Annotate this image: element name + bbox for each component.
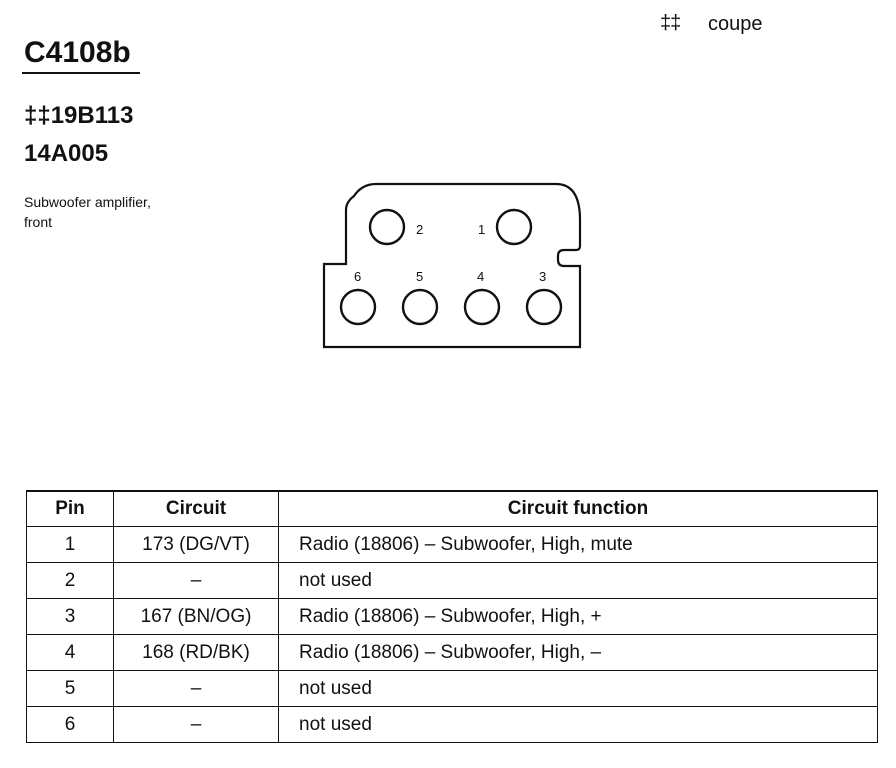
title-underline — [22, 72, 140, 74]
connector-id-title: C4108b — [24, 36, 131, 69]
cell-circuit-function: Radio (18806) – Subwoofer, High, mute — [279, 527, 878, 563]
cell-pin: 4 — [27, 635, 114, 671]
pin-3-socket — [527, 290, 561, 324]
cell-circuit: – — [114, 563, 279, 599]
cell-circuit-function: Radio (18806) – Subwoofer, High, + — [279, 599, 878, 635]
pin-2-socket — [370, 210, 404, 244]
cell-circuit: 168 (RD/BK) — [114, 635, 279, 671]
pin-1-socket — [497, 210, 531, 244]
cell-pin: 5 — [27, 671, 114, 707]
cell-circuit: – — [114, 671, 279, 707]
cell-pin: 6 — [27, 707, 114, 743]
description-line-1: Subwoofer amplifier, — [24, 194, 151, 210]
table-row — [27, 599, 878, 635]
cell-circuit-function: not used — [279, 707, 878, 743]
pin-table — [26, 490, 878, 743]
legend-symbol: ‡‡ — [660, 12, 681, 34]
cell-pin: 1 — [27, 527, 114, 563]
legend-label: coupe — [708, 13, 763, 35]
table-row — [27, 671, 878, 707]
header-circuit: Circuit — [114, 491, 279, 527]
table-row — [27, 527, 878, 563]
table-header-row — [27, 491, 878, 527]
pin-6-socket — [341, 290, 375, 324]
cell-circuit: 173 (DG/VT) — [114, 527, 279, 563]
cell-pin: 2 — [27, 563, 114, 599]
cell-circuit-function: not used — [279, 671, 878, 707]
cell-circuit-function: not used — [279, 563, 878, 599]
connector-face-diagram — [318, 180, 588, 355]
pin-label-3: 3 — [539, 269, 547, 284]
cell-circuit: 167 (BN/OG) — [114, 599, 279, 635]
header-pin: Pin — [27, 491, 114, 527]
cell-circuit: – — [114, 707, 279, 743]
table-row — [27, 563, 878, 599]
pin-5-socket — [403, 290, 437, 324]
table-row — [27, 707, 878, 743]
pin-4-socket — [465, 290, 499, 324]
part-number-2: 14A005 — [24, 140, 109, 167]
header-circuit-function: Circuit function — [279, 491, 878, 527]
connector-description — [24, 192, 194, 232]
pin-label-5: 5 — [416, 269, 424, 284]
part-number-1: ‡‡19B113 — [24, 102, 134, 129]
pin-label-2: 2 — [416, 222, 424, 237]
table-row — [27, 635, 878, 671]
cell-pin: 3 — [27, 599, 114, 635]
pin-label-1: 1 — [478, 222, 486, 237]
pin-label-4: 4 — [477, 269, 485, 284]
pin-label-6: 6 — [354, 269, 362, 284]
cell-circuit-function: Radio (18806) – Subwoofer, High, – — [279, 635, 878, 671]
description-line-2: front — [24, 214, 53, 230]
